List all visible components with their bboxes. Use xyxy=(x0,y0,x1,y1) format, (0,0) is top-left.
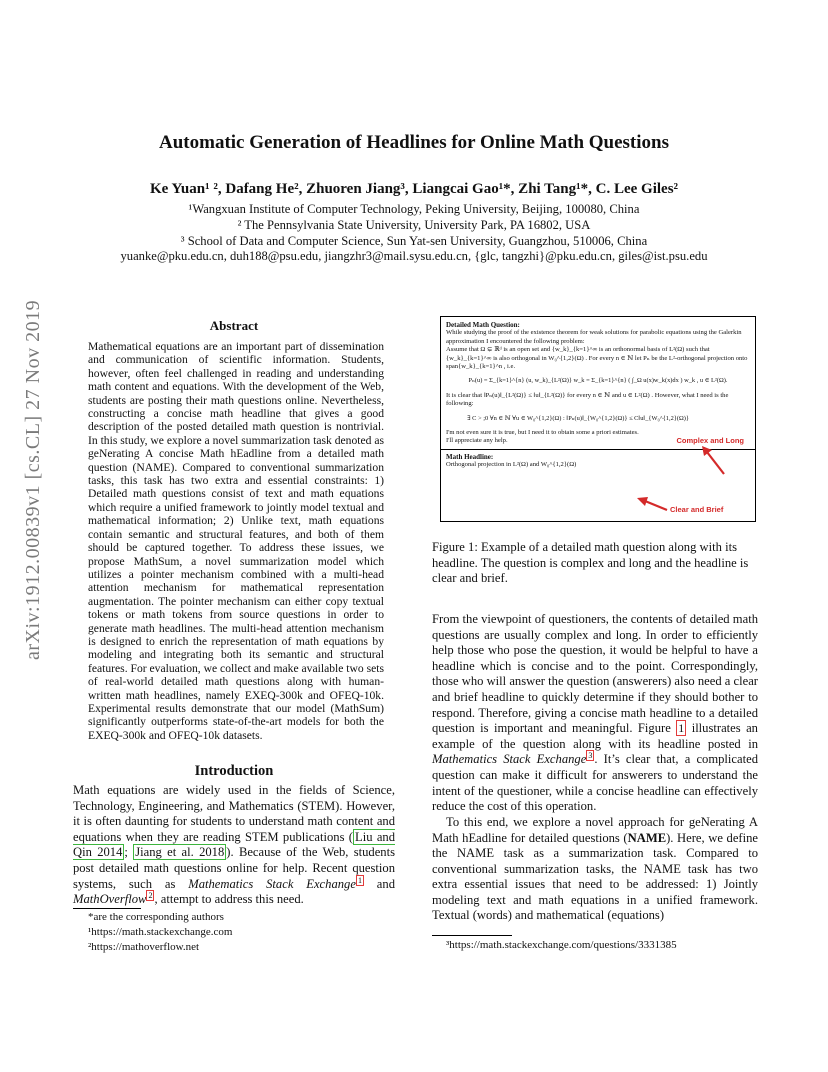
headline-text: Orthogonal projection in L²(Ω) and W₀^{1,2}(Ω) xyxy=(446,461,577,469)
footnote-2: ²https://mathoverflow.net xyxy=(88,941,200,953)
paragraph-to-this-end xyxy=(432,815,758,924)
site-name-mse: Mathematics Stack Exchange xyxy=(188,876,356,891)
citation-jiang[interactable]: Jiang et al. 2018 xyxy=(135,845,225,860)
question-line-1: While studying the proof of the existence theorem for weak solutions for parabolic equations using the Galerkin approximation I encountered the following problem: xyxy=(446,329,742,345)
paragraph-viewpoint xyxy=(432,612,758,815)
introduction-paragraph xyxy=(73,783,395,908)
needed-inequality: ∃ C > ;0 ∀n ∈ ℕ ∀u ∈ W₀^{1,2}(Ω) : ‖Pₙ(u)‖_{W₀^{1,2}(Ω)} ≤ C‖u‖_{W₀^{1,2}(Ω)} xyxy=(467,414,689,422)
viewpoint-text-b: illustrates an example of the question along with its headline posted in xyxy=(432,721,758,751)
intro-text-mid: ). Because of the Web, students post detailed math questions online for help. Recent question systems, such as xyxy=(73,845,395,891)
footnote-authors: *are the corresponding authors xyxy=(88,911,224,923)
arrow-clear-icon xyxy=(633,495,673,517)
projection-equation: Pₙ(u) = Σ_{k=1}^{n} (u, w_k)_{L²(Ω)} w_k = Σ_{k=1}^{n} ( ∫_Ω u(x)w_k(x)dx ) w_k , u ∈ L²(Ω). xyxy=(468,377,728,385)
footnote-ref-3[interactable]: 3 xyxy=(588,751,593,761)
viewpoint-text-c: . It’s clear that, a complicated question can make it difficult for answerers to understand the intent of the questioner, while a concise headline can effectively reduce the cost of this operation. xyxy=(432,752,758,814)
citation-liu-qin[interactable]: Liu and Qin 2014 xyxy=(73,829,395,860)
clear-brief-label: Clear and Brief xyxy=(670,505,724,514)
to-this-end-text-a: To this end, we explore a novel approach for geNerating A Math hEadline for detailed questions ( xyxy=(432,814,758,845)
question-line-5: I'll appreciate any help. xyxy=(446,437,508,445)
author-emails: yuanke@pku.edu.cn, duh188@psu.edu, jiangzhr3@mail.sysu.edu.cn, {glc, tangzhi}@pku.edu.cn, giles@ist.psu.edu xyxy=(120,249,708,263)
affiliation-1: ¹Wangxuan Institute of Computer Technology, Peking University, Beijing, 100080, China xyxy=(188,202,640,216)
footnote-rule-left xyxy=(73,908,141,909)
question-line-2: Assume that Ω ⊊ ℝᵈ is an open set and {w_k}_{k=1}^∞ is an orthonormal basis of L²(Ω) such that {w_k}_{k=1}^∞ is also orthogonal in W₀^{1,2}(Ω) . For every n ∈ ℕ let Pₙ be the L²-orthogonal projection onto span{w_k}_{k=1}^n , i.e. xyxy=(446,346,748,371)
question-label: Detailed Math Question: xyxy=(446,321,520,329)
footnote-ref-2[interactable]: 2 xyxy=(148,891,153,901)
author-list: Ke Yuan¹ ², Dafang He², Zhuoren Jiang³, Liangcai Gao¹*, Zhi Tang¹*, C. Lee Giles² xyxy=(149,181,679,197)
right-column-body xyxy=(432,612,758,924)
footnote-rule-right xyxy=(432,935,512,936)
affiliation-3: ³ School of Data and Computer Science, Sun Yat-sen University, Guangzhou, 510006, China xyxy=(180,234,648,248)
figure-ref-link[interactable]: 1 xyxy=(678,721,685,736)
site-name-mo: MathOverflow xyxy=(73,892,147,907)
footnote-3: ³https://math.stackexchange.com/questions/3331385 xyxy=(446,939,677,951)
citation-separator: ; xyxy=(124,845,134,860)
abstract-heading: Abstract xyxy=(209,318,259,333)
intro-text-start: Math equations are widely used in the fields of Science, Technology, Engineering, and Mathematics (STEM). However, it is often daunting for students to understand math content and equations when they are reading STEM publications ( xyxy=(73,783,395,844)
and-word: and xyxy=(363,876,395,891)
figure-1 xyxy=(440,316,756,522)
figure-caption: Figure 1: Example of a detailed math question along with its headline. The question is complex and long and the headline is clear and brief. xyxy=(432,540,749,586)
paper-title: Automatic Generation of Headlines for Online Math Questions xyxy=(159,132,669,153)
question-line-3: It is clear that ‖Pₙ(u)‖_{L²(Ω)} ≤ ‖u‖_{L²(Ω)} for every n ∈ ℕ and u ∈ L²(Ω) . However, what I need is the following: xyxy=(446,391,729,408)
introduction-heading: Introduction xyxy=(194,763,274,779)
viewpoint-text-a: From the viewpoint of questioners, the contents of detailed math questions are usually complex and long. In order to efficiently help those who pose the question, it would be helpful to have a headline which is concise and to the point. Correspondingly, those who will answer the question (answerers) also need a clear and brief headline to quickly determine if they should bother to respond. Therefore, giving a concise math headline to a detailed question is important and meaningful. Figure xyxy=(432,612,758,736)
footnote-ref-1[interactable]: 1 xyxy=(357,875,362,885)
to-this-end-text-b: ). Here, we define the NAME task as a summarization task. Compared to conventional summarization tasks, the NAME task has two extra essential issues that need to be addressed: 1) Jointly modeling text and math equations in a unified framework. Textual (words) and mathematical (equations) xyxy=(432,830,758,923)
affiliation-2: ² The Pennsylvania State University, University Park, PA 16802, USA xyxy=(237,218,591,232)
task-name: NAME xyxy=(627,830,667,845)
question-line-4: I'm not even sure it is true, but I need it to obtain some a priori estimates. xyxy=(446,429,639,437)
abstract-text: Mathematical equations are an important part of dissemination and communication of scientific information. Students, however, often feel challenged in reading and understanding math content and equations. With the development of the Web, students are posting their math questions online. Nevertheless, constructing a concise math headline that gives a good description of the posted detailed math question is nontrivial. In this study, we explore a novel summarization task denoted as geNerating A concise Math hEadline from a detailed math question (NAME). Compared to conventional summarization tasks, this task has two extra and essential constraints: 1) Detailed math questions consist of text and math equations which require a unified framework to jointly model textual and mathematical information; 2) Unlike text, math equations contain semantic and structural features, and both of them should be captured together. To address these issues, we propose MathSum, a novel summarization model which utilizes a pointer mechanism combined with a multi-head attention mechanism for mathematical representation augmentation. The pointer mechanism can either copy textual tokens or math tokens from source questions in order to generate math headlines. The multi-head attention mechanism is designed to enrich the representation of math equations by modeling and integrating both its semantic and structural features. For evaluation, we collect and make available two sets of real-world detailed math questions along with human-written math headlines, namely EXEQ-300k and OFEQ-10k. Experimental results demonstrate that our model (MathSum) significantly outperforms state-of-the-art models for both the EXEQ-300k and OFEQ-10k datasets. xyxy=(88,340,384,742)
arxiv-side-label: arXiv:1912.00839v1 [cs.CL] 27 Nov 2019 xyxy=(22,299,44,661)
complex-long-label: Complex and Long xyxy=(676,436,744,446)
intro-text-end: , attempt to address this need. xyxy=(154,892,304,907)
arrow-complex-icon xyxy=(690,442,730,482)
headline-label: Math Headline: xyxy=(446,452,494,461)
footnote-1: ¹https://math.stackexchange.com xyxy=(88,926,233,938)
site-name-mse-2: Mathematics Stack Exchange xyxy=(432,752,587,767)
